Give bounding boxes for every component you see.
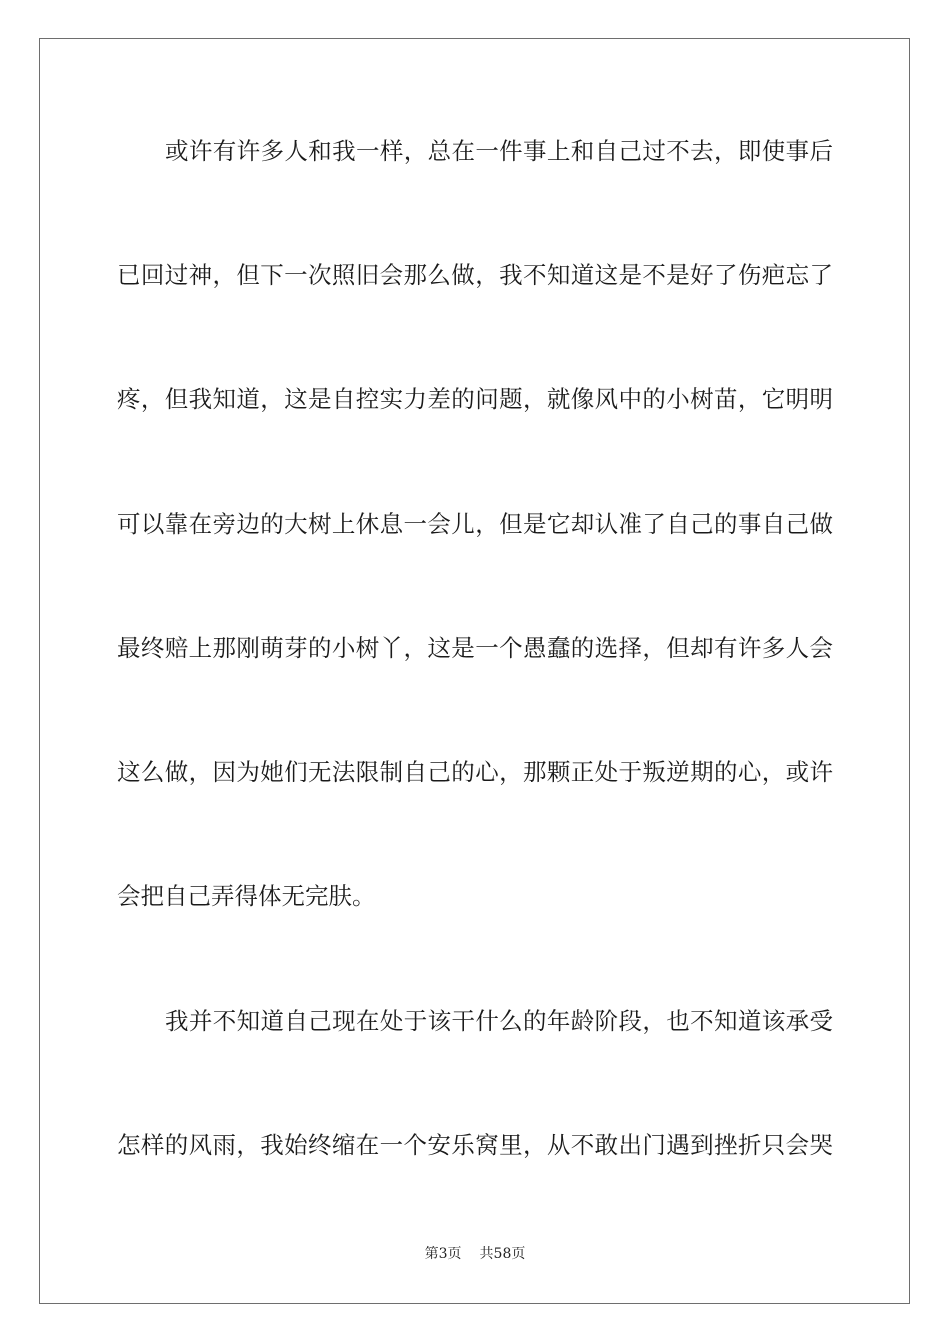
page-border — [39, 38, 910, 1304]
text-line: 怎样的风雨，我始终缩在一个安乐窝里，从不敢出门遇到挫折只会哭 — [117, 1131, 833, 1159]
text-line: 疼，但我知道，这是自控实力差的问题，就像风中的小树苗，它明明 — [117, 385, 833, 413]
text-line: 已回过神，但下一次照旧会那么做，我不知道这是不是好了伤疤忘了 — [117, 261, 833, 289]
text-line: 我并不知道自己现在处于该干什么的年龄阶段，也不知道该承受 — [165, 1007, 833, 1035]
total-pages: 共58页 — [479, 1246, 526, 1262]
page-number: 第3页 — [424, 1246, 462, 1262]
text-line: 或许有许多人和我一样，总在一件事上和自己过不去，即使事后 — [165, 137, 833, 165]
text-line: 这么做，因为她们无法限制自己的心，那颗正处于叛逆期的心，或许 — [117, 758, 833, 786]
text-line: 可以靠在旁边的大树上休息一会儿，但是它却认准了自己的事自己做 — [117, 510, 833, 538]
text-line: 会把自己弄得体无完肤。 — [117, 882, 376, 910]
page-footer — [0, 1244, 950, 1264]
text-line: 最终赔上那刚萌芽的小树丫，这是一个愚蠢的选择，但却有许多人会 — [117, 634, 833, 662]
